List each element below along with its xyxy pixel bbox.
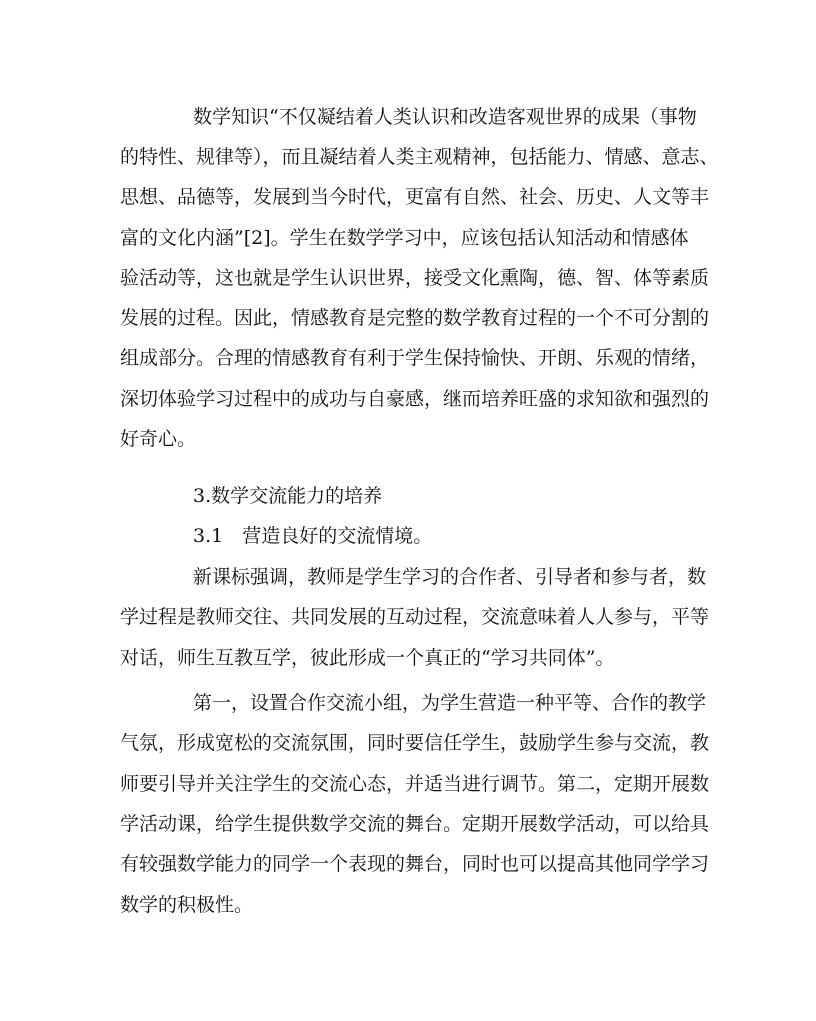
paragraph-2-line-3: 对话，师生互教互学，彼此形成一个真正的“学习共同体”。 (120, 647, 615, 669)
paragraph-1-line-2: 的特性、规律等），而且凝结着人类主观精神，包括能力、情感、意志、 (120, 146, 719, 168)
paragraph-1-line-5: 验活动等，这也就是学生认识世界，接受文化熏陶，德、智、体等素质 (120, 267, 710, 289)
paragraph-1-line-7: 组成部分。合理的情感教育有利于学生保持愉快、开朗、乐观的情绪， (120, 347, 710, 369)
section-heading-3: 3.数学交流能力的培养 (193, 485, 383, 507)
paragraph-1-line-1: 数学知识“不仅凝结着人类认识和改造客观世界的成果（事物 (193, 106, 697, 128)
paragraph-2-line-1: 新课标强调，教师是学生学习的合作者、引导者和参与者，数 (193, 566, 707, 588)
paragraph-3-line-2: 气氛，形成宽松的交流氛围，同时要信任学生，鼓励学生参与交流，教 (120, 732, 710, 754)
paragraph-1-line-3: 思想、品德等，发展到当今时代，更富有自然、社会、历史、人文等丰 (120, 186, 710, 208)
paragraph-2-line-2: 学过程是教师交往、共同发展的互动过程，交流意味着人人参与，平等 (120, 606, 710, 628)
paragraph-3-line-3: 师要引导并关注学生的交流心态，并适当进行调节。第二，定期开展数 (120, 773, 710, 795)
paragraph-1-line-9: 好奇心。 (120, 428, 197, 450)
paragraph-1-line-8: 深切体验学习过程中的成功与自豪感，继而培养旺盛的求知欲和强烈的 (120, 388, 710, 410)
paragraph-1-line-6: 发展的过程。因此，情感教育是完整的数学教育过程的一个不可分割的 (120, 307, 710, 329)
paragraph-3-line-5: 有较强数学能力的同学一个表现的舞台，同时也可以提高其他同学学习 (120, 853, 710, 875)
section-heading-3-1: 3.1 营造良好的交流情境。 (193, 525, 433, 547)
paragraph-1-line-4: 富的文化内涵”[2]。学生在数学学习中，应该包括认知活动和情感体 (120, 227, 689, 249)
paragraph-3-line-1: 第一，设置合作交流小组，为学生营造一种平等、合作的教学 (193, 692, 707, 714)
paragraph-3-line-6: 数学的积极性。 (120, 894, 254, 916)
paragraph-3-line-4: 学活动课，给学生提供数学交流的舞台。定期开展数学活动，可以给具 (120, 813, 710, 835)
